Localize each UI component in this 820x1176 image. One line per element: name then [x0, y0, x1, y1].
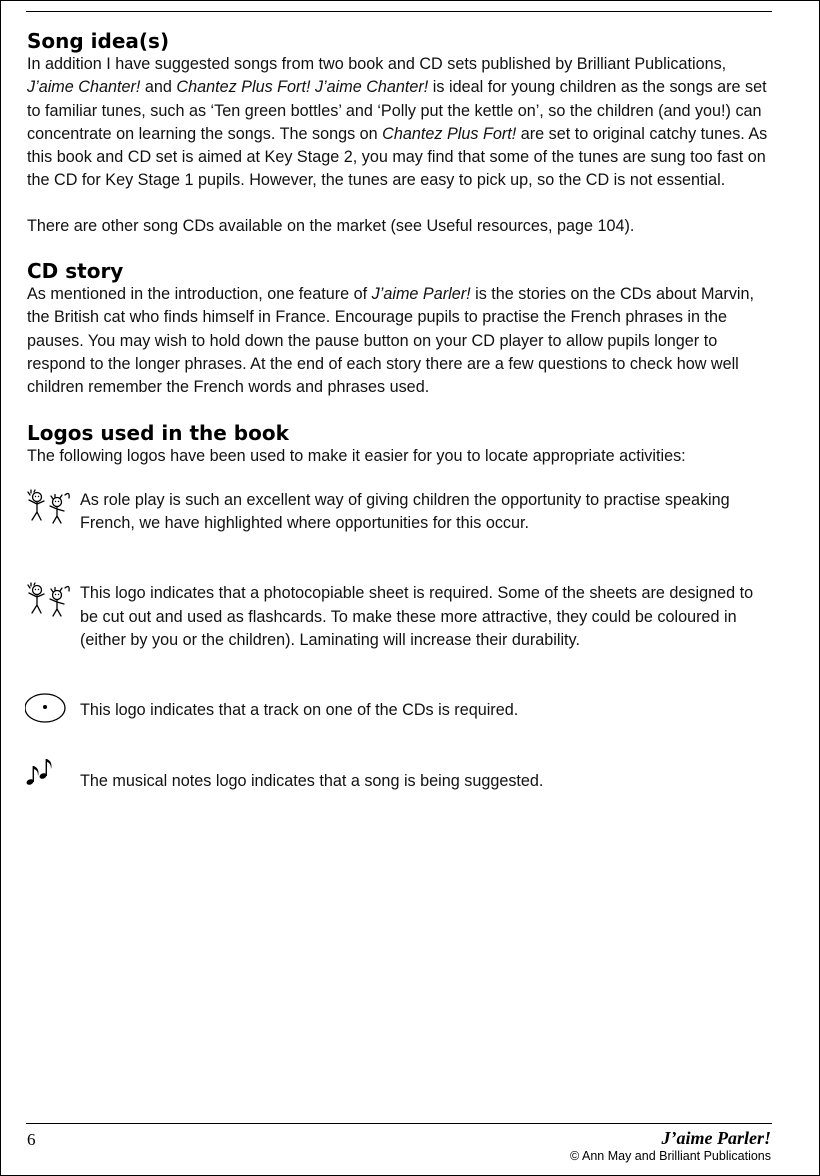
logo-item-cd: [27, 699, 775, 722]
song-cds-paragraph: There are other song CDs available on the market (see Useful resources, page 104).: [27, 216, 635, 235]
song-ideas-heading: Song idea(s): [27, 29, 170, 53]
book-title-italic: J’aime Chanter!: [27, 78, 141, 97]
musical-notes-icon: [25, 754, 73, 790]
book-title-italic: J’aime Parler!: [371, 285, 471, 304]
role-play-description: As role play is such an excellent way of giving children the opportunity to practise speaking French, we have highlighted where opportunities for this occur.: [80, 490, 730, 533]
cd-story-section: [27, 259, 775, 399]
cd-icon: [25, 692, 73, 728]
top-rule: [26, 11, 772, 12]
logo-item-photocopiable: [27, 582, 775, 652]
footer-book-title: J’aime Parler!: [661, 1128, 771, 1148]
text-run: is ideal for young children as the songs are set to familiar tunes, such as ‘Ten green bottles’ and ‘Polly put the kettle on’, so the children (and you!) can concentrate on learning the songs. The songs on: [27, 78, 767, 143]
photocopiable-sheet-icon: [25, 582, 73, 618]
cd-story-heading: CD story: [27, 259, 124, 284]
book-title-italic: Chantez Plus Fort!: [382, 124, 517, 143]
photocopiable-description: This logo indicates that a photocopiable sheet is required. Some of the sheets are designed to be cut out and used as flashcards. To make these more attractive, they could be coloured in (either by you or the children). Laminating will increase their durability.: [80, 584, 754, 650]
bottom-rule: [26, 1123, 772, 1124]
page-content: [27, 29, 775, 793]
logo-item-music: [27, 770, 775, 793]
song-ideas-paragraph: [27, 53, 775, 193]
logo-item-role-play: [27, 489, 775, 536]
logos-section: [27, 421, 775, 793]
logos-intro: The following logos have been used to make it easier for you to locate appropriate activities:: [27, 446, 686, 465]
logos-heading: Logos used in the book: [27, 420, 289, 445]
cd-description: This logo indicates that a track on one of the CDs is required.: [80, 701, 519, 720]
text-run: are set to original catchy tunes. As this book and CD set is aimed at Key Stage 2, you may find that some of the tunes are sung too fast on the CD for Key Stage 1 pupils. However, the tunes are easy to pick up, so the CD is not essential.: [27, 124, 768, 190]
musical-notes-description: The musical notes logo indicates that a song is being suggested.: [80, 771, 544, 790]
song-ideas-section: [27, 29, 775, 238]
footer-copyright: © Ann May and Brilliant Publications: [570, 1149, 771, 1163]
text-run: and: [140, 78, 177, 97]
text-run: As mentioned in the introduction, one feature of: [27, 285, 372, 304]
cd-story-paragraph: [27, 283, 775, 399]
text-run: In addition I have suggested songs from two book and CD sets published by Brilliant Publications,: [27, 55, 727, 73]
page-number: 6: [27, 1130, 36, 1149]
text-run: is the stories on the CDs about Marvin, the British cat who finds himself in France. Encourage pupils to practise the French phrases in the pauses. You may wish to hold down the pause button on your CD player to allow pupils longer to respond to the longer phrases. At the end of each story there are a few questions to check how well children remember the French words and phrases used.: [27, 285, 755, 397]
book-title-italic: Chantez Plus Fort! J’aime Chanter!: [176, 78, 429, 97]
role-play-icon: [25, 489, 73, 525]
